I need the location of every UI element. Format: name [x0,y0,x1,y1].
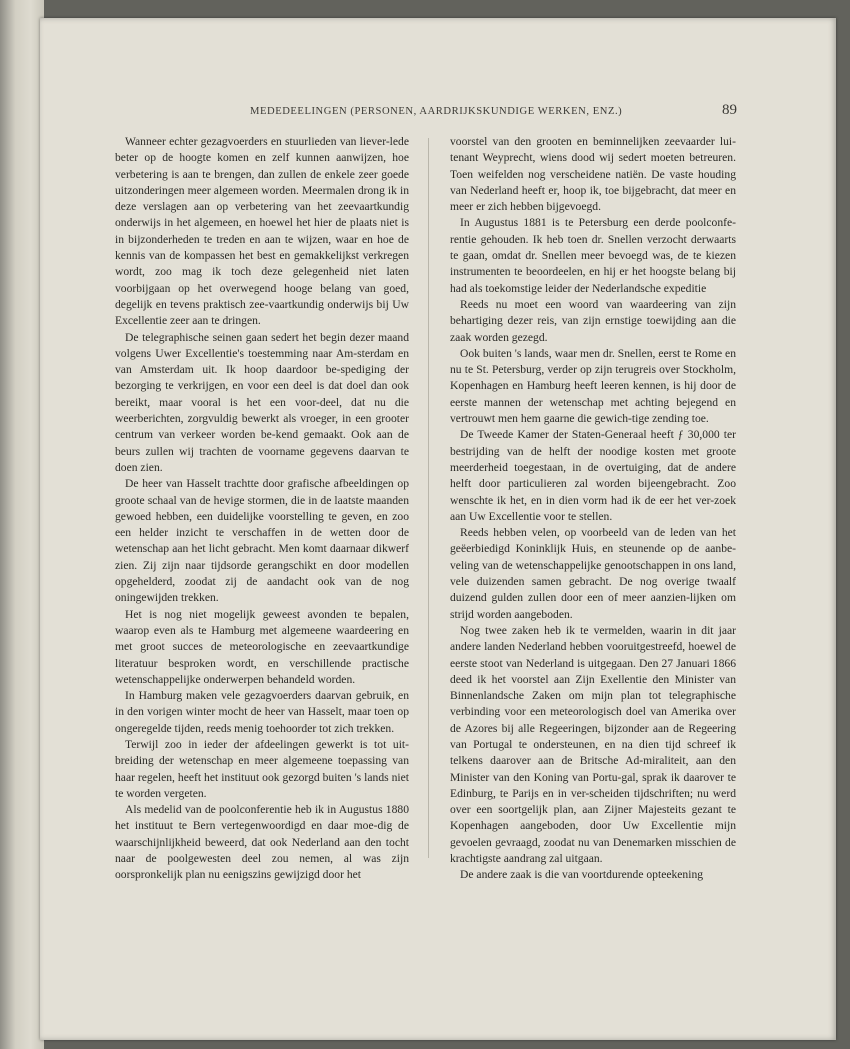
paragraph: Als medelid van de poolconferentie heb ik in Augustus 1880 het instituut te Bern vertegenwoordigd en daar moe-dig de waarschijnlijkheid beweerd, dat ook Nederland aan den tocht naar de poolgewesten deel zou nemen, al was zijn oorspronkelijk plan nu eenigszins gewijzigd door het [115,803,409,882]
paragraph: Ook buiten 's lands, waar men dr. Snellen, eerst te Rome en nu te St. Petersburg, verder op zijn terugreis over Stockholm, Kopenhagen en Hamburg heeft leeren kennen, is hij door de eerste mannen der wetenschap met achting bejegend en vertrouwt men hem gaarne die gewich-tige zending toe. [450,346,736,426]
paragraph: In Hamburg maken vele gezagvoerders daarvan gebruik, en in den vorigen winter mocht de heer van Hasselt, maar toen op ongeregelde tijden, reeds menig toehoorder tot zich trekken. [115,689,409,735]
paragraph: De andere zaak is die van voortdurende opteekening [460,868,704,882]
paragraph: Nog twee zaken heb ik te vermelden, waarin in dit jaar andere landen Nederland hebben vooruitgestreefd, hoewel de eerste stoot van Nederland is uitgegaan. Den 27 Januari 1866 deed ik het voorstel aan Zijn Exellentie den Minister van Binnenlandsche Zaken om mijn plan tot telegraphische verbinding voor een meteorologisch doel van Amerika over de Azores bij alle Regeeringen, bijzonder aan de Regeering van Portugal te ondersteunen, en na dien tijd schreef ik telkens daarover aan de Britsche Ad-miraliteit, aan den Minister van den Koning van Portu-gal, sprak ik daarover te Edinburg, te Parijs en in ver-scheiden tijdschriften; nu werd over een soortgelijk plan, aan Zijner Majesteits gezant te Kopenhagen aangeboden, door Uw Excellentie mijn gevoelen gevraagd, zoodat nu van Denemarken misschien de krachtigste aandrang zal uitgaan. [450,623,736,866]
paragraph: Terwijl zoo in ieder der afdeelingen gewerkt is tot uit-breiding der wetenschap en meer algemeene toepassing van haar regelen, heeft het instituut ook gezorgd buiten 's lands niet te worden vergeten. [115,737,409,800]
paragraph-continued: voorstel van den grooten en beminnelijken zeevaarder lui-tenant Weyprecht, wiens dood wij sedert moeten betreuren. Toen weifelden nog verscheidene natiën. De vaste houding van Nederland heeft er, hoop ik, toe bijgebracht, dat meer en meer er zich hebben bijgevoegd. [450,135,736,214]
column-divider [428,138,429,858]
paragraph: Reeds hebben velen, op voorbeeld van de leden van het geëerbiedigd Koninklijk Huis, en steunende op de aanbe-veling van de wetenschappelijke genootschappen in ons land, vele duizenden samen gebracht. De nog overige twaalf duizend gulden zullen door een of meer aanzien-lijken om strijd worden aangeboden. [450,526,736,621]
running-head: MEDEDEELINGEN (PERSONEN, AARDRIJKSKUNDIGE WERKEN, ENZ.) [250,106,623,117]
previous-page-edge [0,0,44,1049]
right-column [450,134,736,884]
paragraph: Wanneer echter gezagvoerders en stuurlieden van liever-lede beter op de hoogte komen en zelf kunnen aanwijzen, hoe verbetering is aan te brengen, dan zullen de enkele zeer goede uitzonderingen meer algemeen worden. Meermalen drong ik in deze verslagen aan op verbetering van het zeevaartkundig onderwijs in het algemeen, en hoewel het hier de plaats niet is in bijzonderheden te treden en aan te wijzen, waar en hoe de kennis van de kompassen het best en gemakkelijkst verkregen wordt, zoo mag ik toch deze gelegenheid niet laten voorbijgaan op het overwegend hooge belang van goed, degelijk en tevens praktisch zee-vaartkundig onderwijs bij Uw Excellentie zeer aan te dringen. [115,135,409,328]
paragraph: De telegraphische seinen gaan sedert het begin dezer maand volgens Uwer Excellentie's toestemming naar Am-sterdam en van Amsterdam uit. Ik hoop daardoor be-spediging der bezorging te verkrijgen, en voor een deel is dat doel dan ook bereikt, maar vooral is het een voor-deel, dat nu die weerberichten, zorgvuldig bewerkt als vroeger, in een grooter centrum van verkeer worden be-kend gemaakt. Ook aan de beurs zullen wij trachten de voorname gegevens daarvan te doen zien. [115,330,409,474]
page-header [0,102,850,126]
page-number: 89 [722,102,737,118]
paragraph: In Augustus 1881 is te Petersburg een derde poolconfe-rentie gehouden. Ik heb toen dr. Snellen verzocht derwaarts te gaan, omdat dr. Snellen meer bevoegd was, de te kiezen instrumenten te beoordeelen, en hij er het hoogste belang bij had als toekomstige leider der Nederlandsche expeditie [450,216,736,295]
paragraph: Het is nog niet mogelijk geweest avonden te bepalen, waarop even als te Hamburg met algemeene waardeering en met groot succes de meteorologische en zeevaartkundige literatuur besproken wordt, en verschillende practische wetenschappelijke onderwerpen behandeld worden. [115,607,409,686]
paragraph: De Tweede Kamer der Staten-Generaal heeft ƒ 30,000 ter bestrijding van de helft der noodige kosten met groote meerderheid toegestaan, in de overtuiging, dat de andere helft door particulieren zal worden bijeengebracht. Zoo wenschte ik het, en in dien vorm had ik de eer het ver-zoek aan Uw Excellentie voor te stellen. [450,428,736,523]
paragraph: Reeds nu moet een woord van waardeering van zijn behartiging dezer reis, van zijn ernstige toewijding aan die zaak worden gezegd. [450,297,736,344]
left-column [115,134,409,884]
paragraph: De heer van Hasselt trachtte door grafische afbeeldingen op groote schaal van de hevige stormen, die in de laatste maanden gewoed hebben, een duidelijke voorstelling te geven, en zoo een helder inzicht te verschaffen in de wetten door de wetenschap aan het licht gebracht. Men komt daarnaar dikwerf zien. Zij zijn naar tijdsorde gerangschikt en door modellen opgehelderd, zoodat zij de aandacht ook van de nog oningewijden trekken. [115,477,409,605]
